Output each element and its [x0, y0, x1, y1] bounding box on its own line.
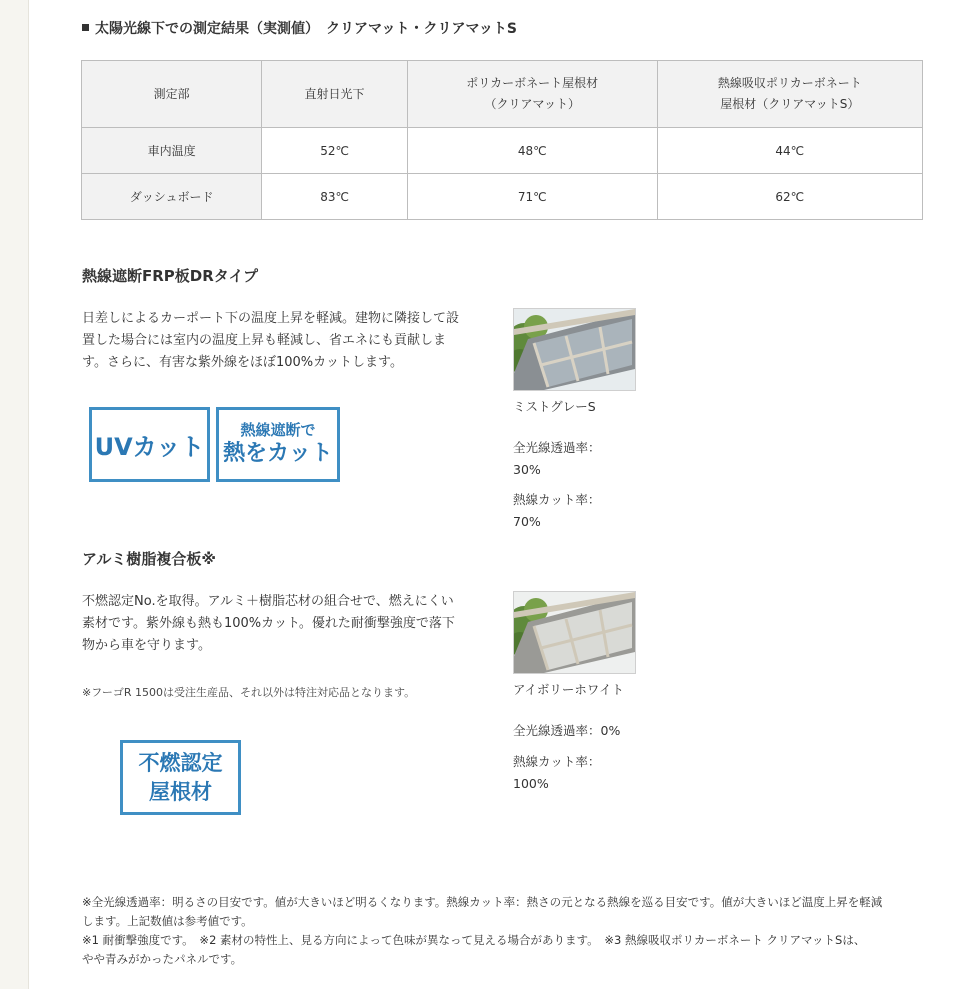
ivory-white-carport-photo — [513, 591, 636, 674]
measurement-heading — [82, 18, 517, 38]
mist-grey-carport-photo — [513, 308, 636, 391]
footnotes — [82, 893, 927, 969]
measurement-heading-text: 太陽光線下での測定結果（実測値） クリアマット・クリアマットS — [95, 21, 517, 37]
ivory-white-transmittance: 全光線透過率：0% — [513, 723, 621, 738]
measurement-table — [81, 60, 923, 220]
footnote-line: します。上記数値は参考値です。 — [82, 914, 253, 928]
table-row-label: ダッシュボード — [82, 174, 262, 220]
page-left-margin — [0, 0, 29, 989]
alumi-description: 不燃認定No.を取得。アルミ＋樹脂芯材の組合せで、燃えにくい 素材です。紫外線も熱も100%カット。優れた耐衝撃強度で落下 物から車を守ります。 — [82, 594, 455, 653]
fireproof-badge: 不燃認定 屋根材 — [120, 740, 241, 815]
mist-grey-name: ミストグレーS — [513, 399, 596, 414]
footnote-line: ※全光線透過率：明るさの目安です。値が大きいほど明るくなります。熱線カット率：熱さの元となる熱線を巡る目安です。値が大きいほど温度上昇を軽減 — [82, 895, 883, 909]
frp-section-title: 熱線遮断FRP板DRタイプ — [82, 267, 259, 285]
table-cell: 44℃ — [657, 128, 922, 174]
table-header-cell: 熱線吸収ポリカーボネート 屋根材（クリアマットS） — [657, 61, 922, 128]
table-cell: 83℃ — [262, 174, 408, 220]
table-row — [82, 128, 923, 174]
table-cell: 52℃ — [262, 128, 408, 174]
table-header-cell: 直射日光下 — [262, 61, 408, 128]
footnote-line: やや青みがかったパネルです。 — [82, 952, 243, 966]
table-row — [82, 174, 923, 220]
square-bullet-icon — [82, 24, 89, 31]
table-cell: 48℃ — [407, 128, 657, 174]
alumi-section-title: アルミ樹脂複合板※ — [82, 550, 216, 568]
footnote-line: ※1 耐衝撃強度です。 ※2 素材の特性上、見る方向によって色味が異なって見える場合があります。 ※3 熱線吸収ポリカーボネート クリアマットSは、 — [82, 933, 866, 947]
alumi-order-note: ※フーゴR 1500は受注生産品、それ以外は特注対応品となります。 — [82, 686, 416, 699]
mist-grey-transmittance: 全光線透過率： 30% — [513, 440, 601, 477]
table-header-cell: 測定部 — [82, 61, 262, 128]
table-cell: 71℃ — [407, 174, 657, 220]
frp-description: 日差しによるカーポート下の温度上昇を軽減。建物に隣接して設 置した場合には室内の温度上昇も軽減し、省エネにも貢献しま す。さらに、有害な紫外線をほぼ100%カットします。 — [82, 311, 460, 370]
table-header-row — [82, 61, 923, 128]
ivory-white-name: アイボリーホワイト — [513, 682, 625, 697]
uv-cut-badge: UVカット — [89, 407, 210, 482]
table-row-label: 車内温度 — [82, 128, 262, 174]
table-cell: 62℃ — [657, 174, 922, 220]
mist-grey-heat-cut: 熱線カット率： 70% — [513, 492, 601, 529]
table-header-cell: ポリカーボネート屋根材 （クリアマット） — [407, 61, 657, 128]
ivory-white-heat-cut: 熱線カット率： 100% — [513, 754, 601, 791]
heat-cut-badge: 熱線遮断で 熱をカット — [216, 407, 340, 482]
